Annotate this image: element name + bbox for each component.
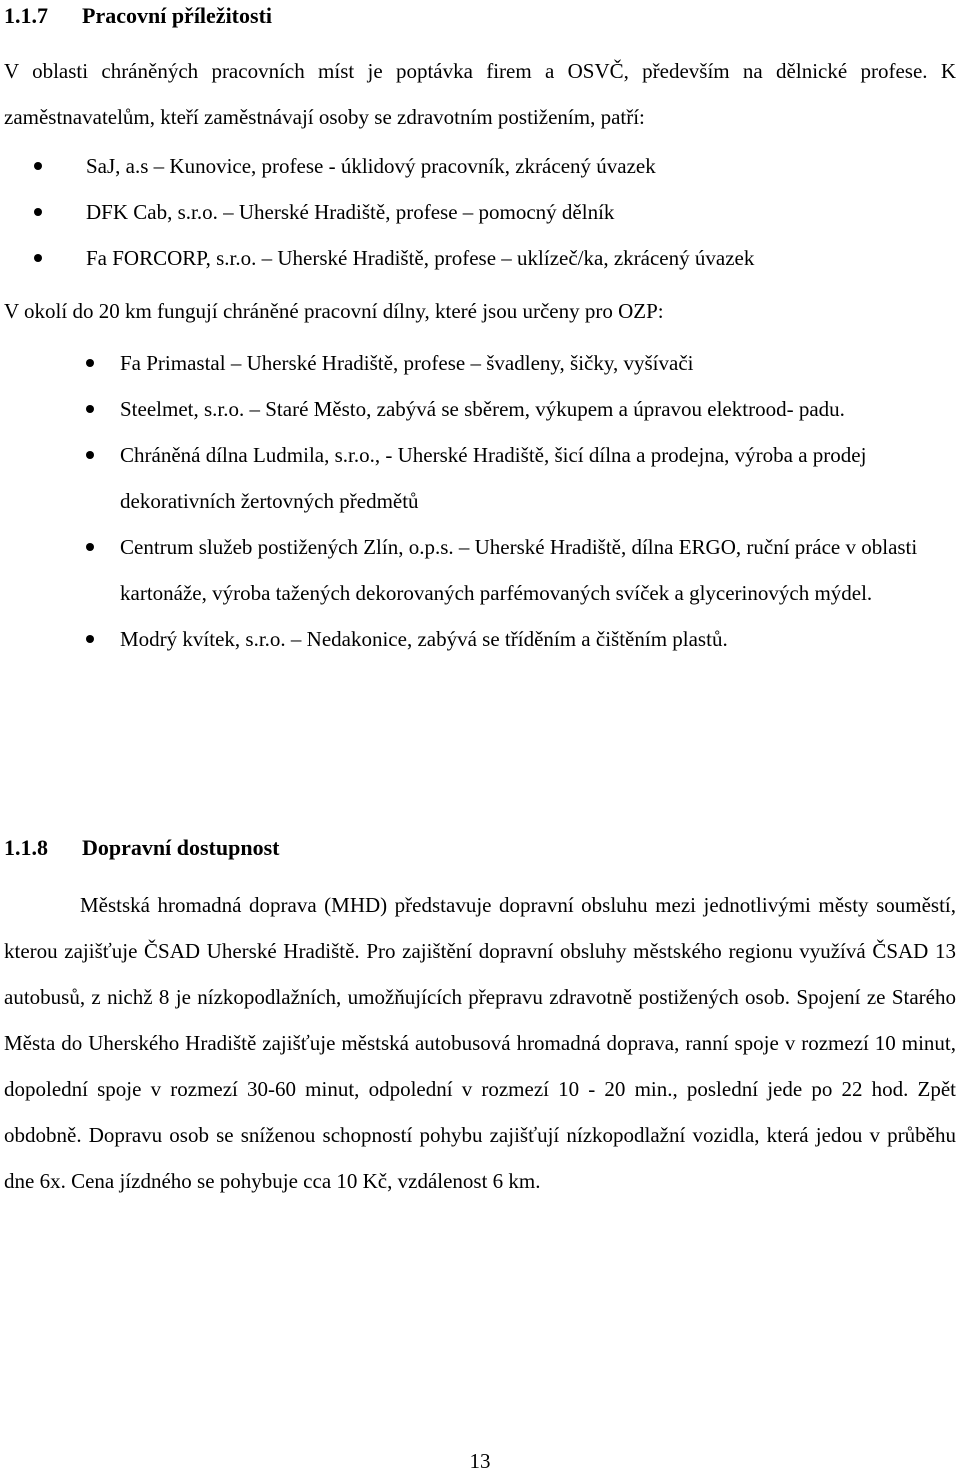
intro-paragraph: V oblasti chráněných pracovních míst je poptávka firem a OSVČ, především na dělnické profese. K zaměstnavatelům, kteří zaměstnávají osoby se zdravotním postižením, patří:	[4, 59, 956, 129]
page-number: 13	[469, 1449, 491, 1473]
section-heading-job-opportunities	[4, 2, 272, 30]
section-title: Dopravní dostupnost	[82, 835, 280, 860]
section-heading-transport	[4, 834, 279, 862]
section-number: 1.1.8	[4, 835, 48, 860]
list-item: Modrý kvítek, s.r.o. – Nedakonice, zabývá se tříděním a čištěním plastů.	[120, 616, 958, 662]
bullet-icon	[86, 405, 94, 413]
bullet-icon	[34, 254, 42, 262]
list-item: DFK Cab, s.r.o. – Uherské Hradiště, profese – pomocný dělník	[86, 189, 926, 235]
bullet-icon	[86, 635, 94, 643]
list-item: Centrum služeb postižených Zlín, o.p.s. – Uherské Hradiště, dílna ERGO, ruční práce v oblasti kartonáže, výroba tažených dekorovaných parfémovaných svíček a glycerinových mýdel.	[120, 524, 958, 616]
section-title: Pracovní příležitosti	[82, 3, 273, 28]
transport-paragraph: Městská hromadná doprava (MHD) představuje dopravní obsluhu mezi jednotlivými městy souměstí, kterou zajišťuje ČSAD Uherské Hradiště. Pro zajištění dopravní obsluhy městského regionu využívá ČSAD 13 autobusů, z nichž 8 je nízkopodlažních, umožňujících přepravu zdravotně postižených osob. Spojení ze Starého Města do Uherského Hradiště zajišťuje městská autobusová hromadná doprava, ranní spoje v rozmezí 10 minut, dopolední spoje v rozmezí 30-60 minut, odpolední v rozmezí 10 - 20 min., poslední jede po 22 hod. Zpět obdobně. Dopravu osob se sníženou schopností pohybu zajišťují nízkopodlažní vozidla, která jedou v průběhu dne 6x. Cena jízdného se pohybuje cca 10 Kč, vzdálenost 6 km.	[4, 893, 956, 1193]
employer-list	[86, 143, 926, 281]
list-item: SaJ, a.s – Kunovice, profese - úklidový pracovník, zkrácený úvazek	[86, 143, 926, 189]
list-item: Steelmet, s.r.o. – Staré Město, zabývá se sběrem, výkupem a úpravou elektrood- padu.	[120, 386, 958, 432]
list-item: Fa Primastal – Uherské Hradiště, profese – švadleny, šičky, vyšívači	[120, 340, 958, 386]
workshops-intro: V okolí do 20 km fungují chráněné pracovní dílny, které jsou určeny pro OZP:	[4, 299, 664, 323]
bullet-icon	[86, 451, 94, 459]
section-number: 1.1.7	[4, 3, 48, 28]
list-item: Chráněná dílna Ludmila, s.r.o., - Uherské Hradiště, šicí dílna a prodejna, výroba a prodej dekorativních žertovných předmětů	[120, 432, 958, 524]
bullet-icon	[34, 162, 42, 170]
list-item: Fa FORCORP, s.r.o. – Uherské Hradiště, profese – uklízeč/ka, zkrácený úvazek	[86, 235, 926, 281]
workshop-list	[120, 340, 958, 662]
bullet-icon	[86, 543, 94, 551]
bullet-icon	[86, 359, 94, 367]
bullet-icon	[34, 208, 42, 216]
